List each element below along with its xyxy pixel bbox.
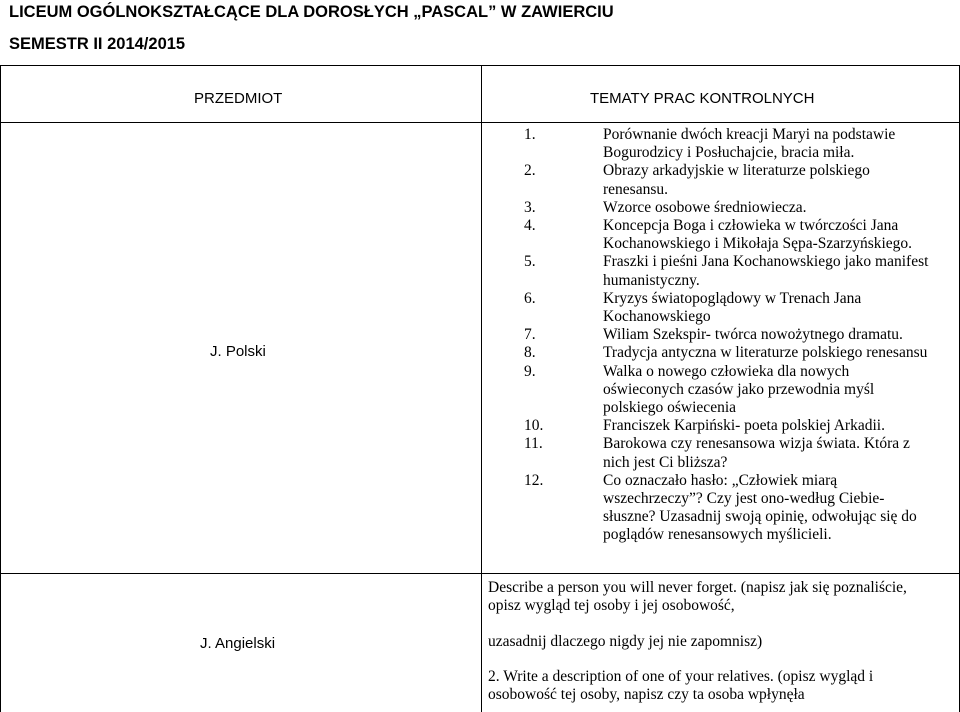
topic-item (524, 253, 954, 289)
topic-line: słuszne? Uzasadnij swoją opinię, odwołując się do (603, 508, 917, 526)
column-divider (481, 65, 482, 712)
topic-item (524, 435, 954, 471)
topic-line: humanistyczny. (603, 271, 700, 289)
column-header-topics: TEMATY PRAC KONTROLNYCH (590, 90, 815, 107)
table-left-border (0, 65, 1, 712)
topic-line: Co oznaczało hasło: „Człowiek miarą (603, 471, 838, 489)
topic-line: Barokowa czy renesansowa wizja świata. Która z (603, 435, 910, 453)
topic-number: 4. (524, 217, 536, 235)
topic-number: 5. (524, 253, 536, 271)
topic-number: 6. (524, 289, 536, 307)
topic-item (524, 363, 954, 418)
school-title: LICEUM OGÓLNOKSZTAŁCĄCE DLA DOROSŁYCH „PASCAL” W ZAWIERCIU (9, 3, 614, 21)
subject-english: J. Angielski (200, 635, 276, 652)
topic-line: Wiliam Szekspir- twórca nowożytnego dramatu. (603, 326, 903, 344)
topic-number: 10. (524, 417, 544, 435)
topic-line: Walka o nowego człowieka dla nowych (603, 362, 850, 380)
topic-line: Koncepcja Boga i człowieka w twórczości Jana (603, 217, 899, 235)
english-line: Describe a person you will never forget. (napisz jak się poznaliście, (488, 579, 907, 596)
english-line: opisz wygląd tej osoby i jej osobowość, (488, 597, 735, 615)
column-header-subject: PRZEDMIOT (194, 90, 283, 107)
topic-item (524, 344, 954, 362)
english-topics (488, 579, 956, 704)
topic-line: Kochanowskiego i Mikołaja Sępa-Szarzyńskiego. (603, 235, 913, 253)
english-line: uzasadnij dlaczego nigdy jej nie zapomnisz) (488, 633, 763, 651)
header-bottom-border (0, 122, 960, 123)
topic-line: renesansu. (603, 180, 668, 198)
topic-line: polskiego oświecenia (603, 399, 737, 417)
topic-number: 2. (524, 162, 536, 180)
row-divider (0, 573, 960, 574)
topic-line: Tradycja antyczna w literaturze polskiego renesansu (603, 344, 928, 362)
topic-number: 9. (524, 362, 536, 380)
topic-number: 12. (524, 471, 544, 489)
topic-line: Obrazy arkadyjskie w literaturze polskiego (603, 162, 870, 180)
topic-number: 8. (524, 344, 536, 362)
topic-line: Kryzys światopoglądowy w Trenach Jana (603, 289, 862, 307)
topic-item (524, 199, 954, 217)
topic-item (524, 417, 954, 435)
topic-item (524, 126, 954, 162)
topic-line: oświeconych czasów jako przewodnia myśl (603, 380, 875, 398)
topic-item (524, 290, 954, 326)
topic-number: 3. (524, 198, 536, 216)
topic-number: 7. (524, 326, 536, 344)
topic-item (524, 326, 954, 344)
subject-polish: J. Polski (210, 343, 266, 360)
topic-line: Porównanie dwóch kreacji Maryi na podstawie (603, 126, 896, 143)
topic-line: Kochanowskiego (603, 308, 711, 326)
topic-line: Franciszek Karpiński- poeta polskiej Arkadii. (603, 417, 885, 435)
topic-line: Bogurodzicy i Posłuchajcie, bracia miła. (603, 144, 855, 162)
topic-line: wszechrzeczy”? Czy jest ono-według Ciebie- (603, 490, 885, 508)
topic-item (524, 217, 954, 253)
polish-topics-list (524, 126, 954, 545)
topic-line: Fraszki i pieśni Jana Kochanowskiego jako manifest (603, 253, 929, 271)
topic-line: Wzorce osobowe średniowiecza. (603, 198, 807, 216)
topic-number: 1. (524, 126, 536, 143)
table-top-border (0, 65, 960, 66)
topic-number: 11. (524, 435, 543, 453)
semester-title: SEMESTR II 2014/2015 (9, 35, 186, 53)
topic-item (524, 162, 954, 198)
english-line: 2. Write a description of one of your relatives. (opisz wygląd i (488, 667, 874, 685)
topic-line: nich jest Ci bliższa? (603, 453, 728, 471)
topic-item (524, 472, 954, 545)
english-line: osobowość tej osoby, napisz czy ta osoba wpłynęła (488, 685, 805, 703)
topic-line: poglądów renesansowych myślicieli. (603, 526, 832, 544)
